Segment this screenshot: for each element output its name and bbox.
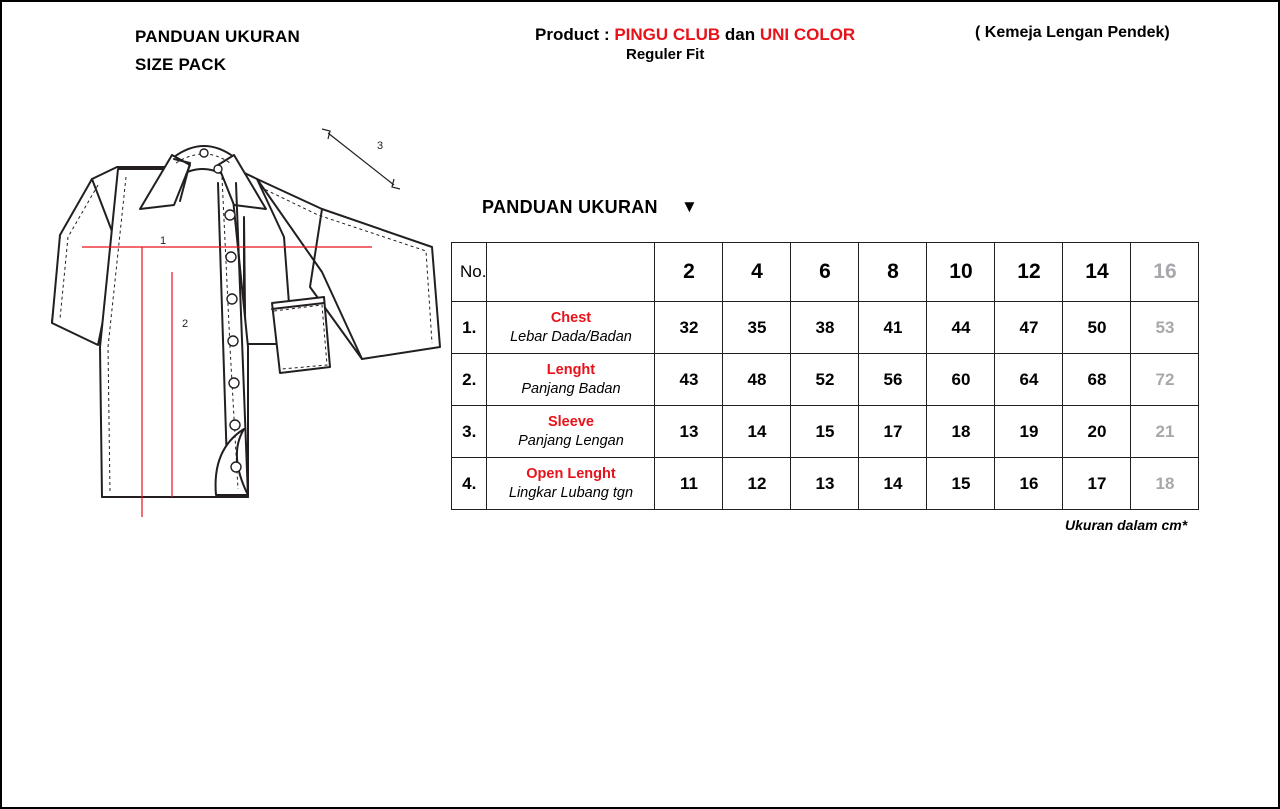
cell-lenght-16: 72: [1131, 354, 1199, 406]
size-guide-title: PANDUAN UKURAN: [482, 197, 658, 217]
cell-chest-16: 53: [1131, 302, 1199, 354]
row-label-en: Lenght: [546, 362, 596, 379]
callout-3-label: 3: [377, 140, 384, 152]
cell-sleeve-12: 19: [995, 406, 1063, 458]
header-size-6: 6: [791, 243, 859, 302]
brand-pingu-club: PINGU CLUB: [614, 25, 721, 44]
row-label-en: Chest: [550, 310, 592, 327]
cell-lenght-2: 43: [655, 354, 723, 406]
category-label: ( Kemeja Lengan Pendek): [975, 24, 1170, 41]
cell-chest-6: 38: [791, 302, 859, 354]
header-description: [487, 243, 655, 302]
table-row: [452, 458, 1199, 510]
document-title-line2: SIZE PACK: [135, 55, 227, 74]
document-title-line1: PANDUAN UKURAN: [135, 27, 300, 46]
header-size-4: 4: [723, 243, 791, 302]
cell-chest-8: 41: [859, 302, 927, 354]
cell-chest-14: 50: [1063, 302, 1131, 354]
cell-lenght-10: 60: [927, 354, 995, 406]
conjunction: dan: [724, 25, 756, 44]
cell-chest-10: 44: [927, 302, 995, 354]
cell-lenght-6: 52: [791, 354, 859, 406]
row-label-en: Open Lenght: [526, 466, 616, 483]
product-line: [535, 24, 855, 46]
header-no: No.: [452, 243, 487, 302]
cell-openlenght-4: 12: [723, 458, 791, 510]
cell-openlenght-10: 15: [927, 458, 995, 510]
row-label: [487, 406, 655, 458]
cell-lenght-4: 48: [723, 354, 791, 406]
row-number: 3.: [452, 406, 487, 458]
unit-note: Ukuran dalam cm*: [1065, 517, 1188, 533]
header-size-8: 8: [859, 243, 927, 302]
cell-sleeve-6: 15: [791, 406, 859, 458]
table-row: [452, 406, 1199, 458]
row-label-en: Sleeve: [547, 414, 594, 431]
header-size-10: 10: [927, 243, 995, 302]
callout-2-label: 2: [182, 318, 189, 330]
row-label: [487, 458, 655, 510]
row-number: 2.: [452, 354, 487, 406]
brand-uni-color: UNI COLOR: [759, 25, 856, 44]
fit-label: Reguler Fit: [626, 46, 705, 63]
row-label-id: Panjang Lengan: [518, 432, 624, 449]
cell-openlenght-16: 18: [1131, 458, 1199, 510]
cell-lenght-8: 56: [859, 354, 927, 406]
document-title: [135, 24, 300, 78]
table-row: [452, 302, 1199, 354]
header-size-2: 2: [655, 243, 723, 302]
cell-lenght-12: 64: [995, 354, 1063, 406]
cell-sleeve-8: 17: [859, 406, 927, 458]
cell-openlenght-8: 14: [859, 458, 927, 510]
header-size-12: 12: [995, 243, 1063, 302]
cell-openlenght-2: 11: [655, 458, 723, 510]
header-size-16: 16: [1131, 243, 1199, 302]
product-label: Product :: [535, 25, 610, 44]
cell-sleeve-14: 20: [1063, 406, 1131, 458]
size-table: [451, 242, 1199, 510]
cell-sleeve-16: 21: [1131, 406, 1199, 458]
cell-openlenght-14: 17: [1063, 458, 1131, 510]
cell-chest-12: 47: [995, 302, 1063, 354]
cell-sleeve-4: 14: [723, 406, 791, 458]
shirt-illustration: [22, 97, 452, 517]
callout-1-label: 1: [160, 235, 167, 247]
header-size-14: 14: [1063, 243, 1131, 302]
cell-chest-4: 35: [723, 302, 791, 354]
cell-lenght-14: 68: [1063, 354, 1131, 406]
cell-openlenght-12: 16: [995, 458, 1063, 510]
table-header-row: [452, 243, 1199, 302]
row-label-id: Lingkar Lubang tgn: [508, 484, 634, 501]
row-label: [487, 354, 655, 406]
chevron-down-icon: ▼: [681, 197, 698, 216]
cell-chest-2: 32: [655, 302, 723, 354]
cell-openlenght-6: 13: [791, 458, 859, 510]
row-number: 1.: [452, 302, 487, 354]
table-row: [452, 354, 1199, 406]
row-number: 4.: [452, 458, 487, 510]
cell-sleeve-2: 13: [655, 406, 723, 458]
row-label: [487, 302, 655, 354]
row-label-id: Lebar Dada/Badan: [510, 328, 632, 345]
row-label-id: Panjang Badan: [521, 380, 621, 397]
cell-sleeve-10: 18: [927, 406, 995, 458]
